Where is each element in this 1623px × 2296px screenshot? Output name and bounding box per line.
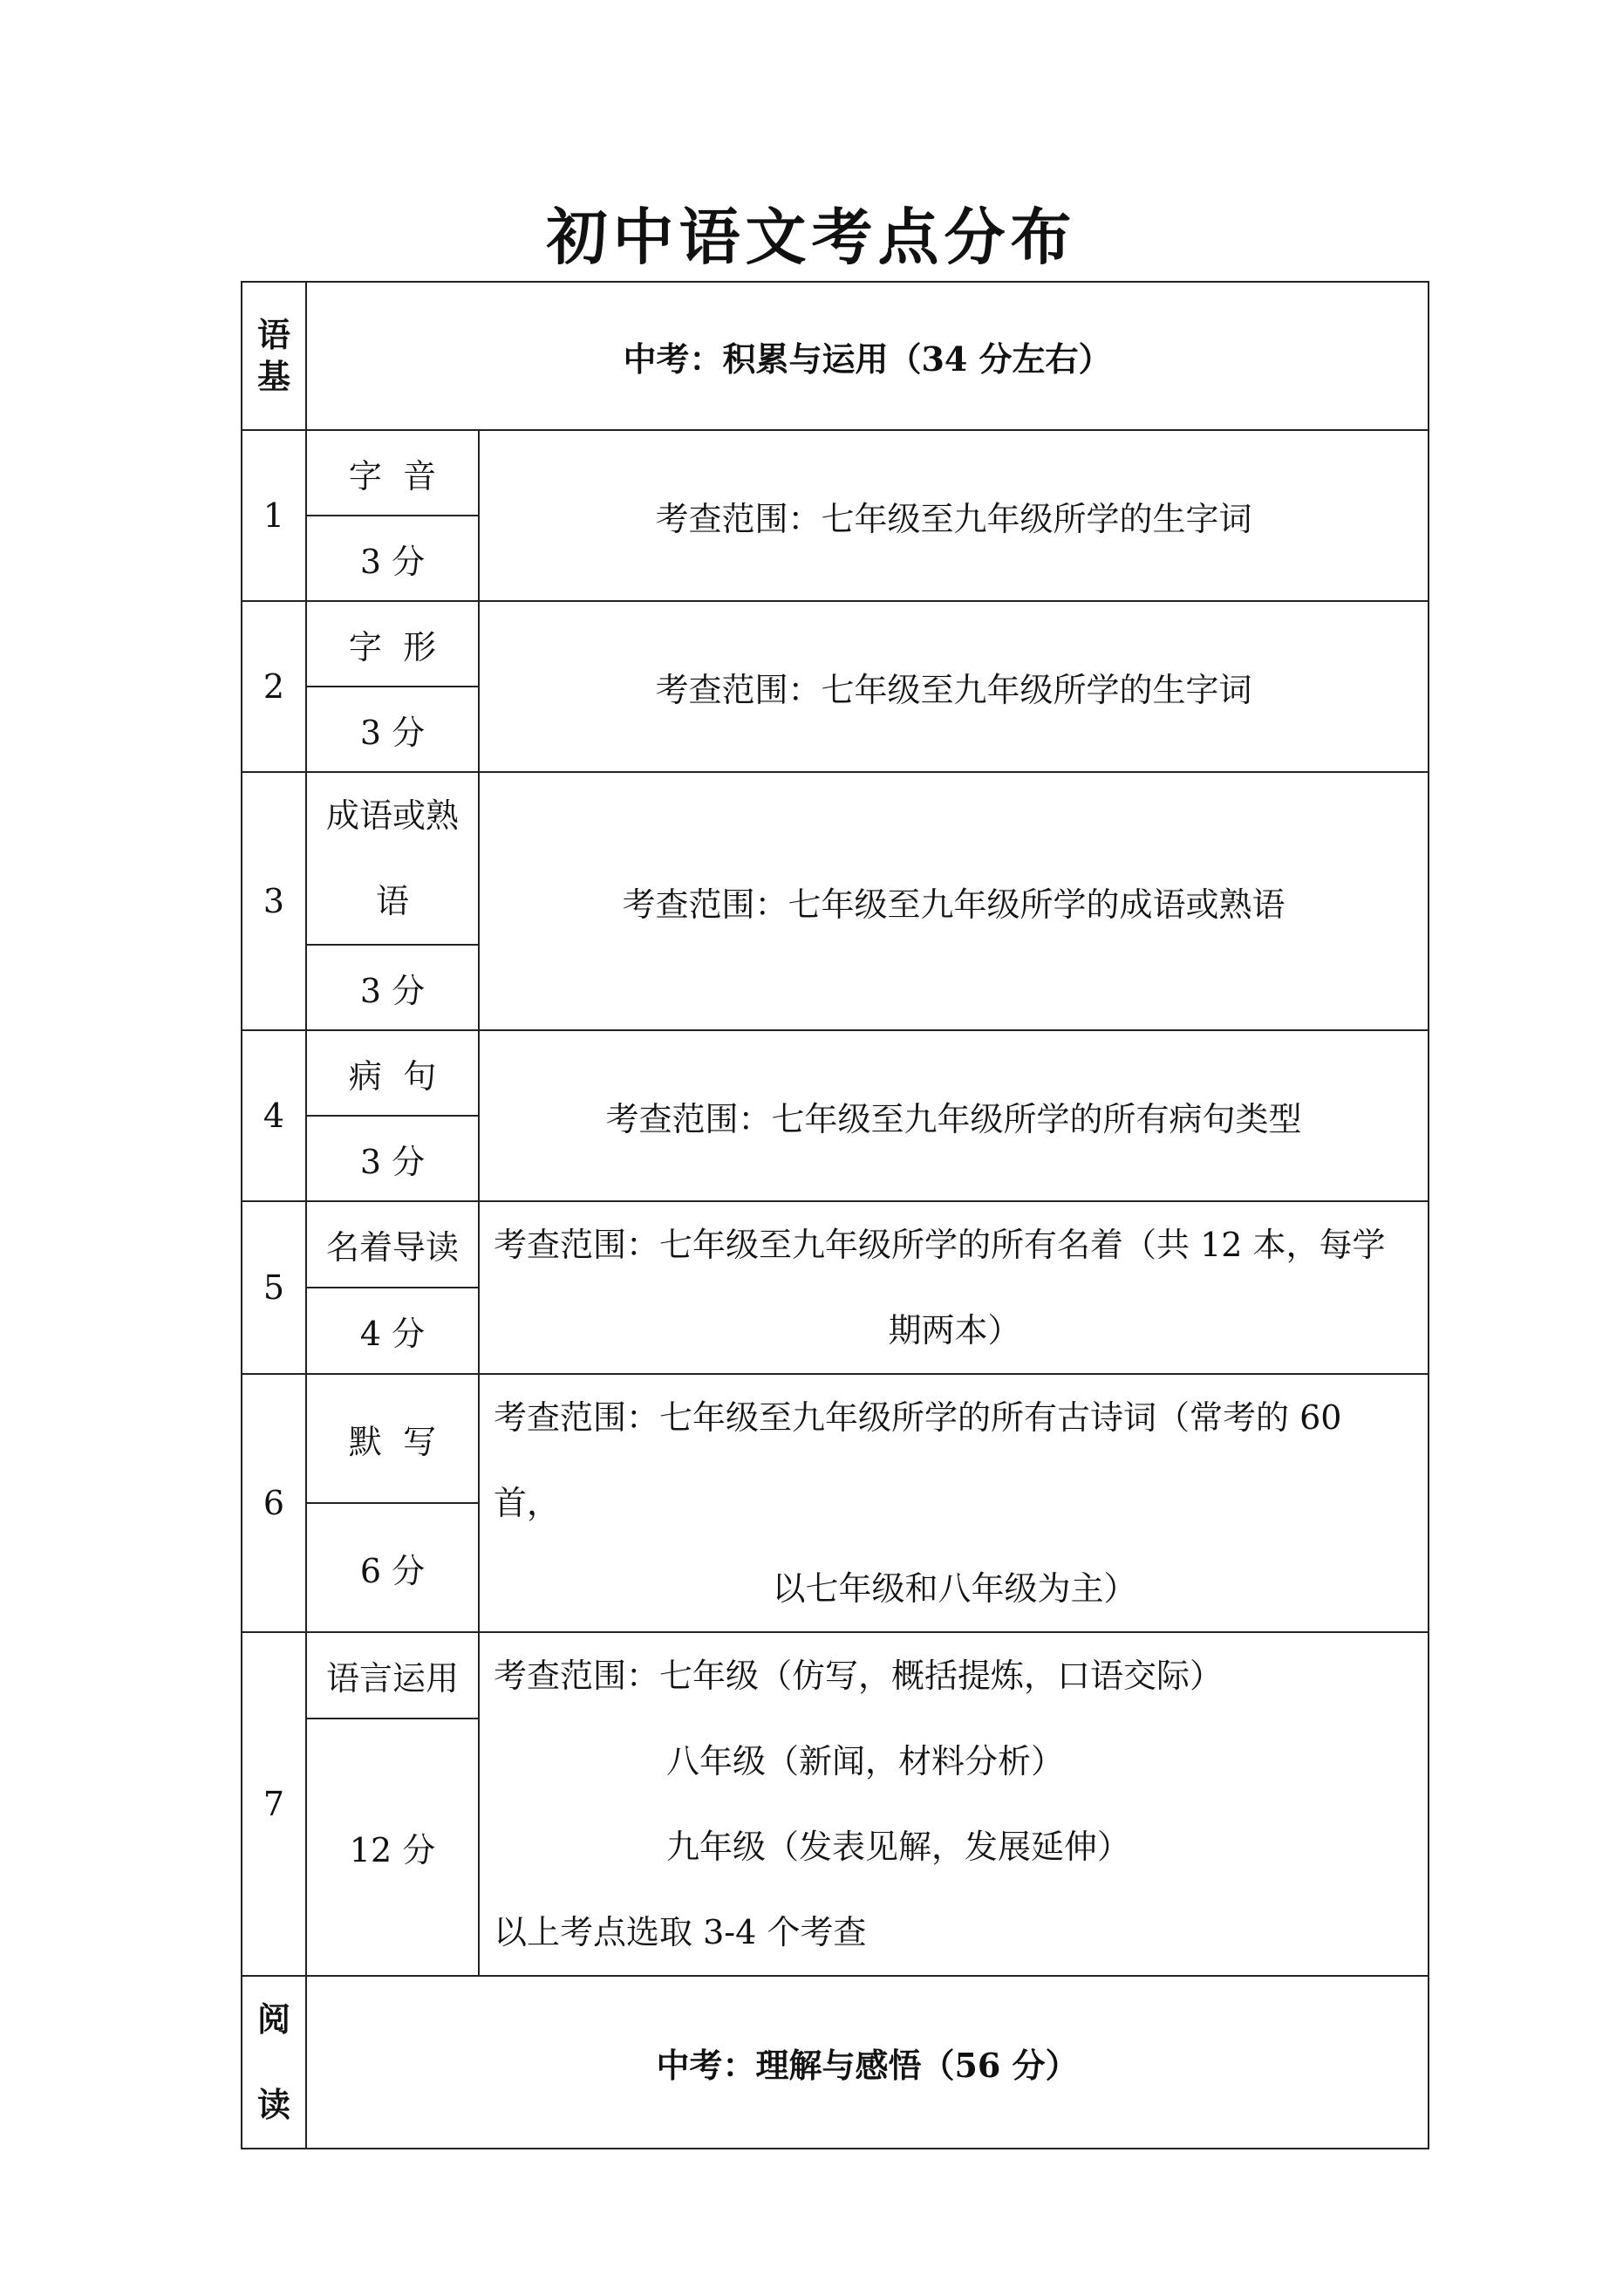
section-label-char: 阅	[256, 1999, 290, 2039]
row-number: 2	[242, 601, 306, 772]
table-row	[242, 1030, 1429, 1116]
topic-text: 字 形	[348, 627, 437, 666]
row-number: 7	[242, 1632, 306, 1976]
section-header-row	[242, 1976, 1429, 2149]
row-score: 3 分	[306, 687, 479, 772]
exam-points-table	[241, 281, 1429, 2149]
row-topic	[306, 772, 479, 945]
section-label-char: 语	[256, 315, 290, 354]
row-topic: 名着导读	[306, 1201, 479, 1288]
description-line: 期两本）	[888, 1311, 1021, 1350]
description-line: 九年级（发表见解，发展延伸）	[666, 1828, 1131, 1866]
row-description: 考查范围：七年级至九年级所学的生字词	[479, 430, 1429, 601]
row-description	[479, 1632, 1429, 1976]
section-label-cell	[242, 1976, 306, 2149]
row-score: 4 分	[306, 1288, 479, 1374]
description-line: 考查范围：七年级至九年级所学的所有名着（共 12 本，每学	[494, 1226, 1386, 1264]
row-description: 考查范围：七年级至九年级所学的所有病句类型	[479, 1030, 1429, 1201]
row-score: 12 分	[306, 1719, 479, 1977]
section-header-title: 中考：积累与运用（34 分左右）	[306, 282, 1429, 430]
topic-text: 病 句	[348, 1056, 437, 1096]
row-number: 5	[242, 1201, 306, 1374]
row-score: 6 分	[306, 1503, 479, 1632]
section-label-cell	[242, 282, 306, 430]
topic-text: 语	[375, 882, 409, 920]
table-row	[242, 1632, 1429, 1719]
section-label-char: 读	[256, 2085, 290, 2124]
section-label-char: 基	[256, 357, 290, 396]
description-line: 以上考点选取 3-4 个考查	[494, 1913, 867, 1951]
section-header-title: 中考：理解与感悟（56 分）	[306, 1976, 1429, 2149]
row-score: 3 分	[306, 945, 479, 1030]
topic-text: 成语或熟	[325, 796, 459, 835]
row-topic	[306, 1030, 479, 1116]
row-description	[479, 1201, 1429, 1374]
table-row	[242, 430, 1429, 516]
row-topic	[306, 601, 479, 687]
row-description: 考查范围：七年级至九年级所学的成语或熟语	[479, 772, 1429, 1030]
table-row	[242, 601, 1429, 687]
page-title: 初中语文考点分布	[546, 201, 1077, 273]
row-number: 4	[242, 1030, 306, 1201]
description-line: 考查范围：七年级（仿写，概括提炼，口语交际）	[494, 1657, 1224, 1695]
description-line: 八年级（新闻，材料分析）	[666, 1742, 1065, 1780]
topic-text: 字 音	[348, 456, 437, 495]
table-row	[242, 1374, 1429, 1503]
row-number: 3	[242, 772, 306, 1030]
table-row	[242, 1201, 1429, 1288]
row-score: 3 分	[306, 516, 479, 601]
topic-text: 默 写	[348, 1422, 437, 1461]
row-description: 考查范围：七年级至九年级所学的生字词	[479, 601, 1429, 772]
table-row	[242, 772, 1429, 945]
section-header-row	[242, 282, 1429, 430]
row-topic	[306, 430, 479, 516]
description-line: 以七年级和八年级为主）	[772, 1569, 1137, 1608]
row-number: 1	[242, 430, 306, 601]
description-line: 考查范围：七年级至九年级所学的所有古诗词（常考的 60 首，	[494, 1398, 1342, 1522]
row-score: 3 分	[306, 1116, 479, 1201]
row-number: 6	[242, 1374, 306, 1632]
row-description	[479, 1374, 1429, 1632]
row-topic	[306, 1374, 479, 1503]
row-topic: 语言运用	[306, 1632, 479, 1719]
